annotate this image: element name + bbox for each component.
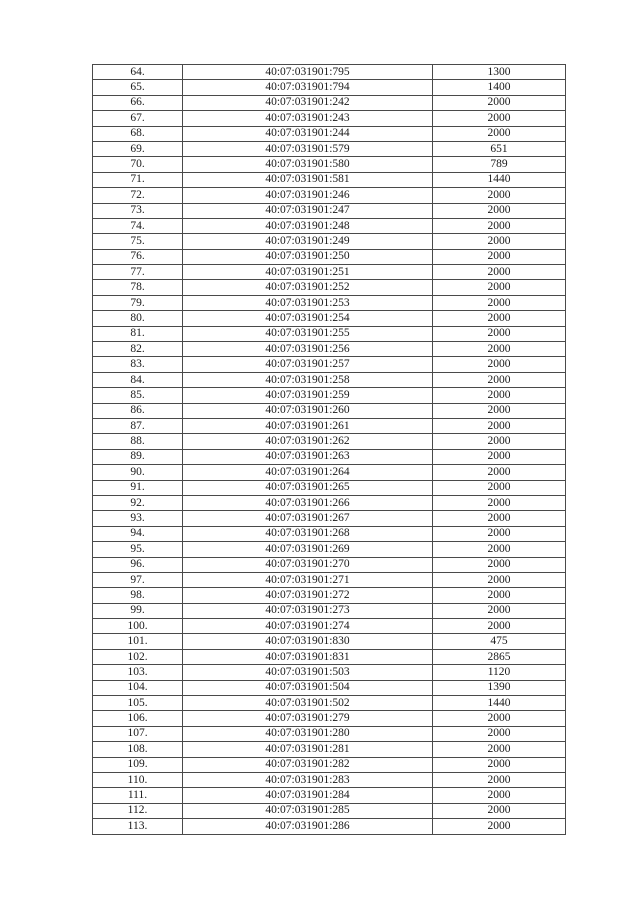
table-row — [93, 495, 566, 510]
table-row — [93, 711, 566, 726]
table-row — [93, 234, 566, 249]
table-row — [93, 326, 566, 341]
row-number-cell: 107. — [93, 726, 183, 741]
row-number-cell: 70. — [93, 157, 183, 172]
area-cell: 1400 — [433, 80, 566, 95]
area-cell: 2000 — [433, 280, 566, 295]
area-cell: 2000 — [433, 603, 566, 618]
table-row — [93, 172, 566, 187]
cadastral-number-cell: 40:07:031901:251 — [183, 265, 433, 280]
cadastral-number-cell: 40:07:031901:581 — [183, 172, 433, 187]
table-row — [93, 434, 566, 449]
row-number-cell: 100. — [93, 619, 183, 634]
area-cell: 2000 — [433, 495, 566, 510]
cadastral-number-cell: 40:07:031901:794 — [183, 80, 433, 95]
area-cell: 2000 — [433, 249, 566, 264]
row-number-cell: 112. — [93, 803, 183, 818]
table-row — [93, 680, 566, 695]
cadastral-number-cell: 40:07:031901:250 — [183, 249, 433, 264]
row-number-cell: 99. — [93, 603, 183, 618]
table-row — [93, 342, 566, 357]
cadastral-number-cell: 40:07:031901:254 — [183, 311, 433, 326]
table-row — [93, 726, 566, 741]
cadastral-number-cell: 40:07:031901:253 — [183, 295, 433, 310]
row-number-cell: 79. — [93, 295, 183, 310]
cadastral-number-cell: 40:07:031901:283 — [183, 772, 433, 787]
row-number-cell: 113. — [93, 819, 183, 834]
cadastral-number-cell: 40:07:031901:270 — [183, 557, 433, 572]
table-row — [93, 141, 566, 156]
row-number-cell: 81. — [93, 326, 183, 341]
row-number-cell: 90. — [93, 465, 183, 480]
area-cell: 2000 — [433, 480, 566, 495]
cadastral-number-cell: 40:07:031901:243 — [183, 111, 433, 126]
area-cell: 789 — [433, 157, 566, 172]
row-number-cell: 76. — [93, 249, 183, 264]
table-row — [93, 665, 566, 680]
table-row — [93, 542, 566, 557]
area-cell: 2000 — [433, 726, 566, 741]
area-cell: 2000 — [433, 126, 566, 141]
cadastral-number-cell: 40:07:031901:272 — [183, 588, 433, 603]
cadastral-number-cell: 40:07:031901:248 — [183, 218, 433, 233]
cadastral-number-cell: 40:07:031901:255 — [183, 326, 433, 341]
area-cell: 2000 — [433, 557, 566, 572]
row-number-cell: 68. — [93, 126, 183, 141]
cadastral-number-cell: 40:07:031901:246 — [183, 188, 433, 203]
row-number-cell: 87. — [93, 418, 183, 433]
cadastral-number-cell: 40:07:031901:264 — [183, 465, 433, 480]
row-number-cell: 66. — [93, 95, 183, 110]
area-cell: 1120 — [433, 665, 566, 680]
row-number-cell: 94. — [93, 526, 183, 541]
cadastral-number-cell: 40:07:031901:263 — [183, 449, 433, 464]
row-number-cell: 103. — [93, 665, 183, 680]
table-row — [93, 203, 566, 218]
area-cell: 2000 — [433, 372, 566, 387]
area-cell: 2000 — [433, 111, 566, 126]
table-row — [93, 572, 566, 587]
cadastral-number-cell: 40:07:031901:280 — [183, 726, 433, 741]
cadastral-number-cell: 40:07:031901:271 — [183, 572, 433, 587]
area-cell: 2865 — [433, 649, 566, 664]
table-row — [93, 311, 566, 326]
row-number-cell: 74. — [93, 218, 183, 233]
row-number-cell: 65. — [93, 80, 183, 95]
area-cell: 2000 — [433, 572, 566, 587]
table-row — [93, 372, 566, 387]
cadastral-number-cell: 40:07:031901:503 — [183, 665, 433, 680]
area-cell: 2000 — [433, 342, 566, 357]
row-number-cell: 98. — [93, 588, 183, 603]
cadastral-number-cell: 40:07:031901:279 — [183, 711, 433, 726]
row-number-cell: 93. — [93, 511, 183, 526]
area-cell: 2000 — [433, 388, 566, 403]
cadastral-number-cell: 40:07:031901:580 — [183, 157, 433, 172]
cadastral-number-cell: 40:07:031901:830 — [183, 634, 433, 649]
cadastral-number-cell: 40:07:031901:256 — [183, 342, 433, 357]
area-cell: 2000 — [433, 218, 566, 233]
cadastral-number-cell: 40:07:031901:274 — [183, 619, 433, 634]
table-row — [93, 634, 566, 649]
row-number-cell: 111. — [93, 788, 183, 803]
area-cell: 2000 — [433, 619, 566, 634]
row-number-cell: 82. — [93, 342, 183, 357]
row-number-cell: 110. — [93, 772, 183, 787]
cadastral-number-cell: 40:07:031901:265 — [183, 480, 433, 495]
table-row — [93, 295, 566, 310]
area-cell: 2000 — [433, 757, 566, 772]
cadastral-number-cell: 40:07:031901:242 — [183, 95, 433, 110]
table-row — [93, 803, 566, 818]
table-row — [93, 157, 566, 172]
table-row — [93, 65, 566, 80]
table-row — [93, 218, 566, 233]
table-row — [93, 696, 566, 711]
area-cell: 2000 — [433, 742, 566, 757]
row-number-cell: 86. — [93, 403, 183, 418]
row-number-cell: 72. — [93, 188, 183, 203]
row-number-cell: 64. — [93, 65, 183, 80]
table-row — [93, 111, 566, 126]
row-number-cell: 73. — [93, 203, 183, 218]
cadastral-number-cell: 40:07:031901:269 — [183, 542, 433, 557]
table-row — [93, 388, 566, 403]
table-row — [93, 557, 566, 572]
cadastral-number-cell: 40:07:031901:268 — [183, 526, 433, 541]
area-cell: 2000 — [433, 542, 566, 557]
cadastral-number-cell: 40:07:031901:831 — [183, 649, 433, 664]
table-row — [93, 772, 566, 787]
row-number-cell: 109. — [93, 757, 183, 772]
area-cell: 2000 — [433, 465, 566, 480]
row-number-cell: 75. — [93, 234, 183, 249]
cadastral-number-cell: 40:07:031901:502 — [183, 696, 433, 711]
table-row — [93, 280, 566, 295]
table-row — [93, 649, 566, 664]
table-row — [93, 788, 566, 803]
area-cell: 2000 — [433, 234, 566, 249]
area-cell: 2000 — [433, 788, 566, 803]
table-row — [93, 819, 566, 834]
row-number-cell: 95. — [93, 542, 183, 557]
row-number-cell: 91. — [93, 480, 183, 495]
area-cell: 475 — [433, 634, 566, 649]
row-number-cell: 78. — [93, 280, 183, 295]
area-cell: 2000 — [433, 265, 566, 280]
row-number-cell: 104. — [93, 680, 183, 695]
table-row — [93, 588, 566, 603]
cadastral-number-cell: 40:07:031901:252 — [183, 280, 433, 295]
table-row — [93, 465, 566, 480]
area-cell: 2000 — [433, 449, 566, 464]
row-number-cell: 71. — [93, 172, 183, 187]
cadastral-number-cell: 40:07:031901:244 — [183, 126, 433, 141]
land-parcel-table — [92, 64, 566, 835]
row-number-cell: 89. — [93, 449, 183, 464]
row-number-cell: 83. — [93, 357, 183, 372]
table-row — [93, 418, 566, 433]
row-number-cell: 67. — [93, 111, 183, 126]
area-cell: 2000 — [433, 418, 566, 433]
cadastral-number-cell: 40:07:031901:266 — [183, 495, 433, 510]
area-cell: 2000 — [433, 295, 566, 310]
area-cell: 2000 — [433, 311, 566, 326]
row-number-cell: 96. — [93, 557, 183, 572]
area-cell: 1440 — [433, 172, 566, 187]
table-row — [93, 126, 566, 141]
cadastral-number-cell: 40:07:031901:247 — [183, 203, 433, 218]
table-row — [93, 742, 566, 757]
table-row — [93, 526, 566, 541]
area-cell: 651 — [433, 141, 566, 156]
table-row — [93, 449, 566, 464]
row-number-cell: 108. — [93, 742, 183, 757]
area-cell: 2000 — [433, 403, 566, 418]
row-number-cell: 101. — [93, 634, 183, 649]
cadastral-number-cell: 40:07:031901:286 — [183, 819, 433, 834]
cadastral-number-cell: 40:07:031901:285 — [183, 803, 433, 818]
table-row — [93, 603, 566, 618]
cadastral-number-cell: 40:07:031901:259 — [183, 388, 433, 403]
row-number-cell: 77. — [93, 265, 183, 280]
row-number-cell: 80. — [93, 311, 183, 326]
area-cell: 2000 — [433, 434, 566, 449]
cadastral-number-cell: 40:07:031901:579 — [183, 141, 433, 156]
area-cell: 2000 — [433, 357, 566, 372]
area-cell: 2000 — [433, 711, 566, 726]
cadastral-number-cell: 40:07:031901:267 — [183, 511, 433, 526]
area-cell: 2000 — [433, 526, 566, 541]
area-cell: 2000 — [433, 819, 566, 834]
cadastral-number-cell: 40:07:031901:257 — [183, 357, 433, 372]
table-row — [93, 188, 566, 203]
table-row — [93, 95, 566, 110]
table-body — [93, 65, 566, 835]
area-cell: 2000 — [433, 511, 566, 526]
row-number-cell: 105. — [93, 696, 183, 711]
row-number-cell: 97. — [93, 572, 183, 587]
table-row — [93, 757, 566, 772]
cadastral-number-cell: 40:07:031901:281 — [183, 742, 433, 757]
cadastral-number-cell: 40:07:031901:273 — [183, 603, 433, 618]
area-cell: 2000 — [433, 588, 566, 603]
cadastral-number-cell: 40:07:031901:260 — [183, 403, 433, 418]
row-number-cell: 69. — [93, 141, 183, 156]
cadastral-number-cell: 40:07:031901:258 — [183, 372, 433, 387]
table-row — [93, 249, 566, 264]
table-row — [93, 511, 566, 526]
table-row — [93, 403, 566, 418]
area-cell: 2000 — [433, 803, 566, 818]
area-cell: 1300 — [433, 65, 566, 80]
row-number-cell: 92. — [93, 495, 183, 510]
cadastral-number-cell: 40:07:031901:284 — [183, 788, 433, 803]
table-row — [93, 265, 566, 280]
cadastral-number-cell: 40:07:031901:504 — [183, 680, 433, 695]
area-cell: 2000 — [433, 188, 566, 203]
table-row — [93, 480, 566, 495]
row-number-cell: 85. — [93, 388, 183, 403]
area-cell: 2000 — [433, 772, 566, 787]
cadastral-number-cell: 40:07:031901:261 — [183, 418, 433, 433]
area-cell: 2000 — [433, 326, 566, 341]
cadastral-number-cell: 40:07:031901:249 — [183, 234, 433, 249]
area-cell: 2000 — [433, 95, 566, 110]
row-number-cell: 106. — [93, 711, 183, 726]
table-row — [93, 357, 566, 372]
row-number-cell: 102. — [93, 649, 183, 664]
row-number-cell: 84. — [93, 372, 183, 387]
cadastral-number-cell: 40:07:031901:282 — [183, 757, 433, 772]
cadastral-number-cell: 40:07:031901:795 — [183, 65, 433, 80]
cadastral-number-cell: 40:07:031901:262 — [183, 434, 433, 449]
row-number-cell: 88. — [93, 434, 183, 449]
area-cell: 1390 — [433, 680, 566, 695]
area-cell: 2000 — [433, 203, 566, 218]
table-row — [93, 80, 566, 95]
area-cell: 1440 — [433, 696, 566, 711]
table-row — [93, 619, 566, 634]
